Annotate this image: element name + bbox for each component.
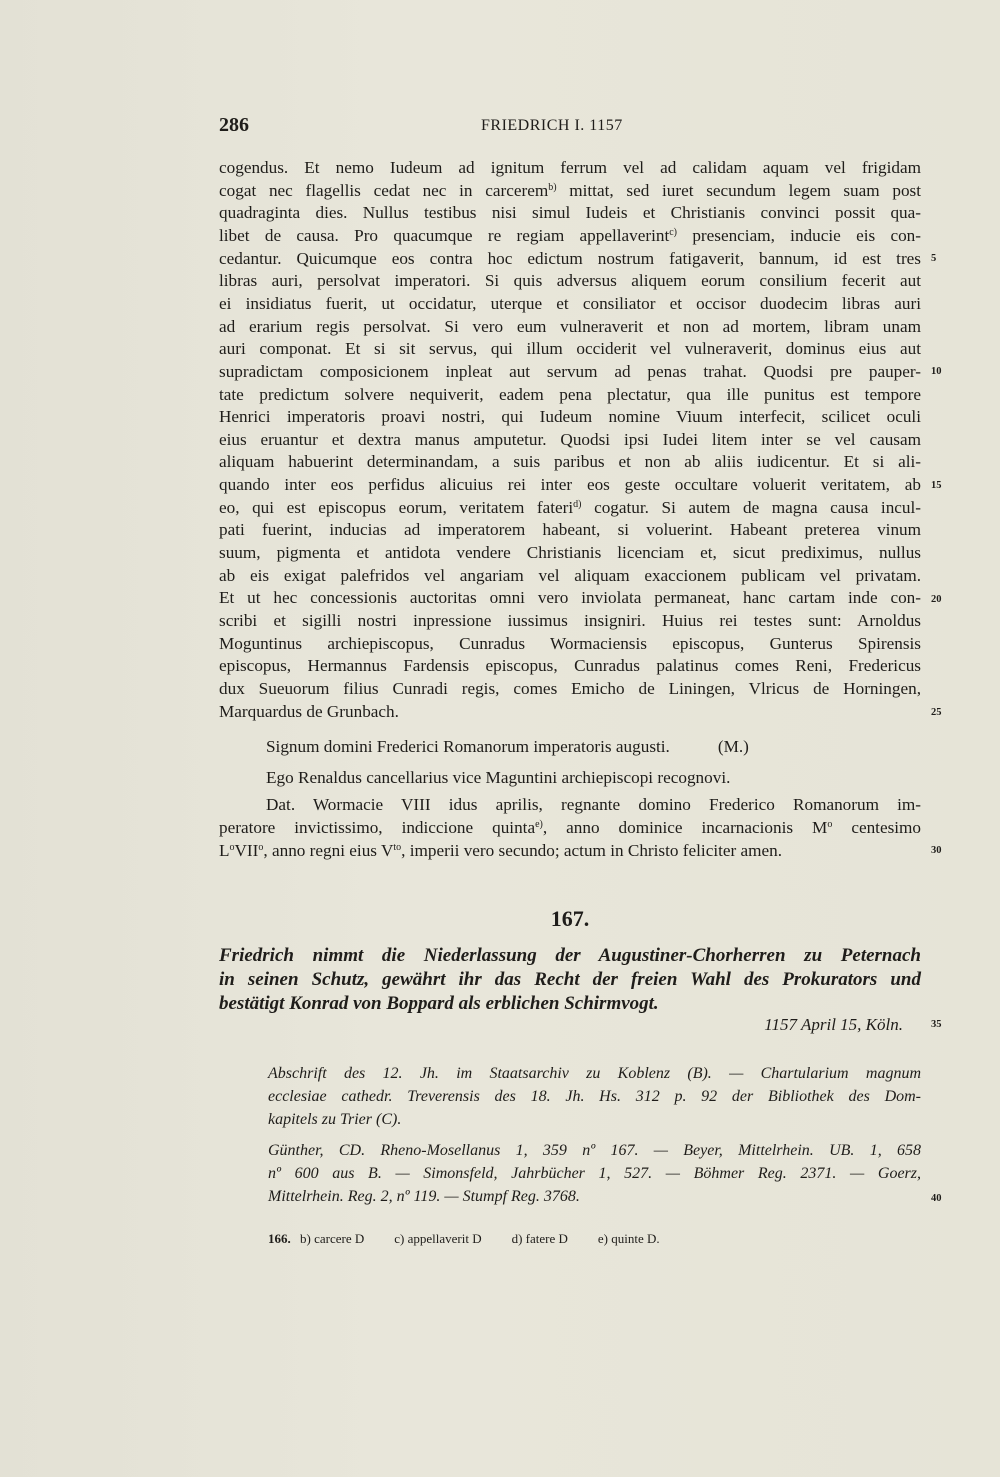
line-number: 35 [931, 1019, 942, 1030]
text-line [219, 450, 921, 473]
line-text: ad erarium regis persolvat. Si vero eum vulneraverit et non ad mortem, libram unam [219, 316, 921, 336]
source-line: kapitels zu Trier (C). [268, 1111, 402, 1128]
footnotes [268, 1230, 828, 1248]
page-header [219, 114, 919, 138]
line-text: cogendus. Et nemo Iudeum ad ignitum ferrum vel ad calidam aquam vel frigidam [219, 158, 921, 177]
text-line [219, 269, 921, 292]
text-line [219, 405, 921, 428]
text-line [219, 315, 921, 338]
literature-line: Mittelrhein. Reg. 2, nº 119. — Stumpf Reg. 3768. [268, 1188, 580, 1205]
line-text: cogatur. Si autem de magna causa incul- [581, 497, 922, 517]
superscript: o [258, 842, 264, 853]
text-line [219, 541, 921, 564]
line-text: cogat nec flagellis cedat nec in carcerem [219, 180, 549, 200]
line-text: suum, pigmenta et antidota vendere Christianis licenciam et, sicut prediximus, nullus [219, 543, 921, 563]
superscript: c) [669, 226, 678, 238]
text-line [219, 518, 921, 541]
line-text: quando inter eos perfidus alicuius rei inter eos geste occultare voluerit veritatem, ab [219, 475, 921, 495]
line-text: supradictam composicionem inpleat aut servum ad penas trahat. Quodsi pre pauper- [219, 361, 921, 381]
signum-text: Signum domini Frederici Romanorum imperatoris augusti. [266, 737, 670, 756]
footnote-item: e) quinte D. [597, 1231, 660, 1246]
literature-line: nº 600 aus B. — Simonsfeld, Jahrbücher 1, 527. — Böhmer Reg. 2371. — Goerz, [268, 1165, 921, 1182]
text-line [219, 609, 921, 632]
line-text: Dat. Wormacie VIII idus aprilis, regnante domino Frederico Romanorum im- [266, 795, 921, 814]
line-number: 30 [931, 845, 942, 856]
line-text: presenciam, inducie eis con- [677, 225, 921, 245]
text-line [219, 473, 921, 496]
line-text: libras auri, persolvat imperatori. Si quis adversus aliquem eorum consilium fecerit aut [219, 271, 921, 291]
footnote-ref: 166. [268, 1231, 291, 1246]
text-line [219, 337, 921, 360]
line-text: centesimo [832, 818, 921, 837]
monogram-mark: (M.) [717, 737, 749, 756]
line-text: eius eruantur et dextra manus amputetur. Quodsi ipsi Iudei litem inter se vel causam [219, 429, 921, 449]
text-line [219, 564, 921, 587]
summary-line: Friedrich nimmt die Niederlassung der Augustiner-Chorherren zu Peternach [219, 945, 921, 966]
line-text: libet de causa. Pro quacumque re regiam appellaverint [219, 225, 670, 245]
line-text: aliquam habuerint determinandam, a suis paribus et non ab aliis iudicentur. Et si ali- [219, 452, 921, 472]
source-line: Abschrift des 12. Jh. im Staatsarchiv zu Koblenz (B). — Chartularium magnum [268, 1065, 921, 1082]
dating-line [219, 839, 921, 862]
line-number: 20 [931, 594, 942, 605]
line-text: auri componat. Et si sit servus, qui illum occiderit vel vulneraverit, dominus eius aut [219, 339, 921, 359]
text-line [219, 201, 921, 224]
line-text: scribi et sigilli nostri inpressione iussimus insigniri. Huius rei testes sunt: Arnoldus [219, 611, 921, 630]
summary-line: bestätigt Konrad von Boppard als erblichen Schirmvogt. [219, 993, 659, 1014]
text-line [219, 677, 921, 700]
text-line [219, 156, 921, 179]
text-line [219, 632, 921, 655]
line-text: eo, qui est episcopus eorum, veritatem fateri [219, 497, 574, 517]
line-text: cedantur. Quicumque eos contra hoc edictum nostrum fatigaverit, bannum, id est tres [219, 248, 921, 268]
text-line [219, 179, 921, 202]
source-line: ecclesiae cathedr. Treverensis des 18. Jh. Hs. 312 p. 92 der Bibliothek des Dom- [268, 1088, 921, 1105]
summary-line: in seinen Schutz, gewährt ihr das Recht der freien Wahl des Prokurators und [219, 969, 921, 990]
superscript: d) [573, 498, 582, 510]
recognition-line: Ego Renaldus cancellarius vice Maguntini archiepiscopi recognovi. [266, 768, 731, 787]
signum-line [266, 735, 921, 758]
text-line [219, 654, 921, 677]
line-text: episcopus, Hermannus Fardensis episcopus, Cunradus palatinus comes Reni, Fredericus [219, 656, 921, 676]
footnote-item: b) carcere D [300, 1231, 365, 1246]
line-text: quadraginta dies. Nullus testibus nisi simul Iudeis et Christianis convinci possit qua- [219, 203, 921, 223]
text-line [219, 586, 921, 609]
text-line [219, 292, 921, 315]
superscript: to [393, 842, 402, 853]
text-line [219, 360, 921, 383]
literature-line: Günther, CD. Rheno-Mosellanus 1, 359 nº 167. — Beyer, Mittelrhein. UB. 1, 658 [268, 1142, 921, 1159]
page-number: 286 [219, 114, 249, 136]
dating-line [219, 816, 921, 839]
text-line [219, 383, 921, 406]
line-text: ab eis exigat palefridos vel angariam vel aliquam exaccionem publicam vel privatam. [219, 565, 921, 585]
line-text: Henrici imperatoris proavi nostri, qui Iudeum nomine Viuum interfecit, scilicet oculi [219, 407, 921, 427]
line-number: 15 [931, 480, 942, 491]
line-number: 25 [931, 707, 942, 718]
dating-line [266, 793, 921, 816]
line-text: tate predictum solvere nequiverit, eadem pena plectatur, qua ille punitus est tempore [219, 384, 921, 404]
line-text: ei insidiatus fuerit, ut occidatur, uterque et consiliator et occisor duodecim libras auri [219, 293, 921, 313]
running-head: FRIEDRICH I. 1157 [481, 117, 623, 134]
text-line [219, 428, 921, 451]
line-text: Et ut hec concessionis auctoritas omni vero inviolata permaneat, hanc cartam inde con- [219, 588, 921, 608]
line-text: , imperii vero secundo; actum in Christo feliciter amen. [401, 841, 783, 860]
line-text: , anno regni eius V [263, 841, 394, 860]
line-text: dux Sueuorum filius Cunradi regis, comes Emicho de Liningen, Vlricus de Horningen, [219, 678, 921, 698]
line-text: peratore invictissimo, indiccione quinta [219, 818, 536, 837]
line-number: 10 [931, 366, 942, 377]
footnote-item: d) fatere D [511, 1231, 568, 1246]
line-number: 5 [931, 253, 937, 264]
date-place: 1157 April 15, Köln. [764, 1015, 903, 1034]
line-text: Moguntinus archiepiscopus, Cunradus Wormaciensis episcopus, Gunterus Spirensis [219, 633, 921, 653]
superscript: e) [535, 819, 543, 830]
text-line [219, 700, 921, 723]
document-number: 167. [550, 906, 590, 931]
text-line [219, 496, 921, 519]
superscript: b) [548, 181, 557, 193]
line-number: 40 [931, 1193, 942, 1204]
line-text: pati fuerint, inducias ad imperatorem habeant, si voluerint. Habeant preterea vinum [219, 520, 921, 540]
line-text: Marquardus de Grunbach. [219, 701, 399, 721]
text-line [219, 247, 921, 270]
line-text: L [219, 841, 230, 860]
superscript: o [229, 842, 235, 853]
text-line [219, 224, 921, 247]
superscript: o [827, 819, 833, 830]
footnote-item: c) appellaverit D [394, 1231, 482, 1246]
line-text: , anno dominice incarnacionis M [542, 818, 828, 837]
line-text: mittat, sed iuret secundum legem suam post [556, 180, 922, 200]
line-text: VII [234, 841, 259, 860]
